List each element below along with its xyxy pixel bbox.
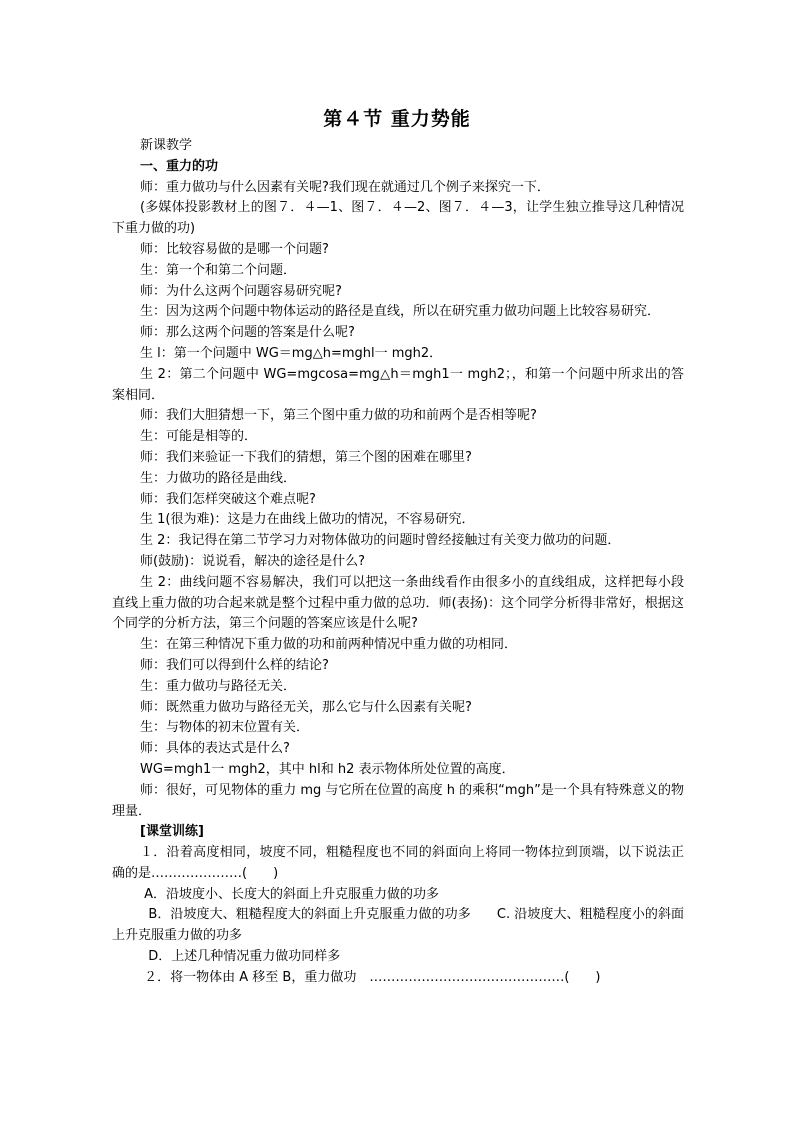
paragraph: 生 1(很为难)：这是力在曲线上做功的情况，不容易研究．: [140, 512, 475, 528]
paragraph: 生：重力做功与路径无关．: [140, 678, 297, 694]
formula-paragraph: WG=mgh1一 mgh2，其中 hl和 h2 表示物体所处位置的高度．: [140, 761, 515, 777]
paragraph: 师：我们大胆猜想一下，第三个图中重力做的功和前两个是否相等呢?: [140, 408, 537, 424]
paragraph: 生：因为这两个问题中物体运动的路径是直线，所以在研究重力做功问题上比较容易研究．: [140, 304, 661, 320]
paragraph: (多媒体投影教材上的图７．４—1、图７．４—2、图７．４—3，让学生独立推导这几种情况下重力做的功): [112, 200, 684, 237]
paragraph: 生 2：曲线问题不容易解决，我们可以把这一条曲线看作由很多小的直线组成，这样把每小段直线上重力做的功合起来就是整个过程中重力做的总功．师(表扬)：这个同学分析得非常好，根据这个同学的分析方法，第三个问题的答案应该是什么呢?: [112, 574, 684, 632]
document-body: [112, 136, 684, 989]
question: ２．将一物体由 A 移至 B，重力做功 ………………………………………( ): [140, 969, 601, 985]
paragraph: 新课教学: [140, 138, 193, 153]
paragraph: 师：我们怎样突破这个难点呢?: [140, 491, 316, 507]
paragraph: 生：可能是相等的．: [140, 429, 258, 445]
paragraph: 师：具体的表达式是什么?: [140, 741, 290, 757]
paragraph: 生：第一个和第二个问题．: [140, 262, 297, 278]
section-heading: [课堂训练]: [140, 824, 204, 840]
paragraph: 师(鼓励)：说说看，解决的途径是什么?: [140, 553, 366, 569]
option: B．沿坡度大、粗糙程度大的斜面上升克服重力做的功多 C. 沿坡度大、粗糙程度小的斜面上升克服重力做的功多: [112, 907, 685, 944]
paragraph: 师：那么这两个问题的答案是什么呢?: [140, 325, 355, 341]
paragraph: 生：力做功的路径是曲线．: [140, 470, 297, 486]
paragraph: 生 l：第一个问题中 WG＝mg△h=mghl一 mgh2．: [140, 345, 443, 361]
paragraph: 师：重力做功与什么因素有关呢?我们现在就通过几个例子来探究一下．: [140, 179, 550, 195]
paragraph: 师：为什么这两个问题容易研究呢?: [140, 283, 342, 299]
option: D．上述几种情况重力做功同样多: [140, 949, 341, 965]
paragraph: 生 2：我记得在第二节学习力对物体做功的问题时曾经接触过有关变力做功的问题．: [140, 533, 621, 549]
question: １．沿着高度相同，坡度不同，粗糙程度也不同的斜面向上将同一物体拉到顶端，以下说法正确的是…………………( ): [112, 845, 684, 881]
option: A．沿坡度小、长度大的斜面上升克服重力做的功多: [140, 886, 440, 902]
paragraph: 生 2：第二个问题中 WG=mgcosa=mg△h＝mgh1一 mgh2；，和第一个问题中所求出的答案相同．: [112, 366, 684, 403]
page-title: 第４节 重力势能: [323, 108, 471, 130]
paragraph: 生：在第三种情况下重力做的功和前两种情况中重力做的功相同．: [140, 637, 518, 653]
paragraph: 生：与物体的初末位置有关．: [140, 720, 310, 736]
paragraph: 师：比较容易做的是哪一个问题?: [140, 241, 329, 257]
paragraph: 师：既然重力做功与路径无关，那么它与什么因素有关呢?: [140, 699, 472, 715]
section-heading: 一、重力的功: [140, 158, 219, 174]
paragraph: 师：我们可以得到什么样的结论?: [140, 657, 329, 673]
paragraph: 师：我们来验证一下我们的猜想，第三个图的困难在哪里?: [140, 449, 472, 465]
paragraph: 师：很好，可见物体的重力 mg 与它所在位置的高度 h 的乘积“mgh”是一个具有特殊意义的物理量．: [112, 782, 684, 819]
